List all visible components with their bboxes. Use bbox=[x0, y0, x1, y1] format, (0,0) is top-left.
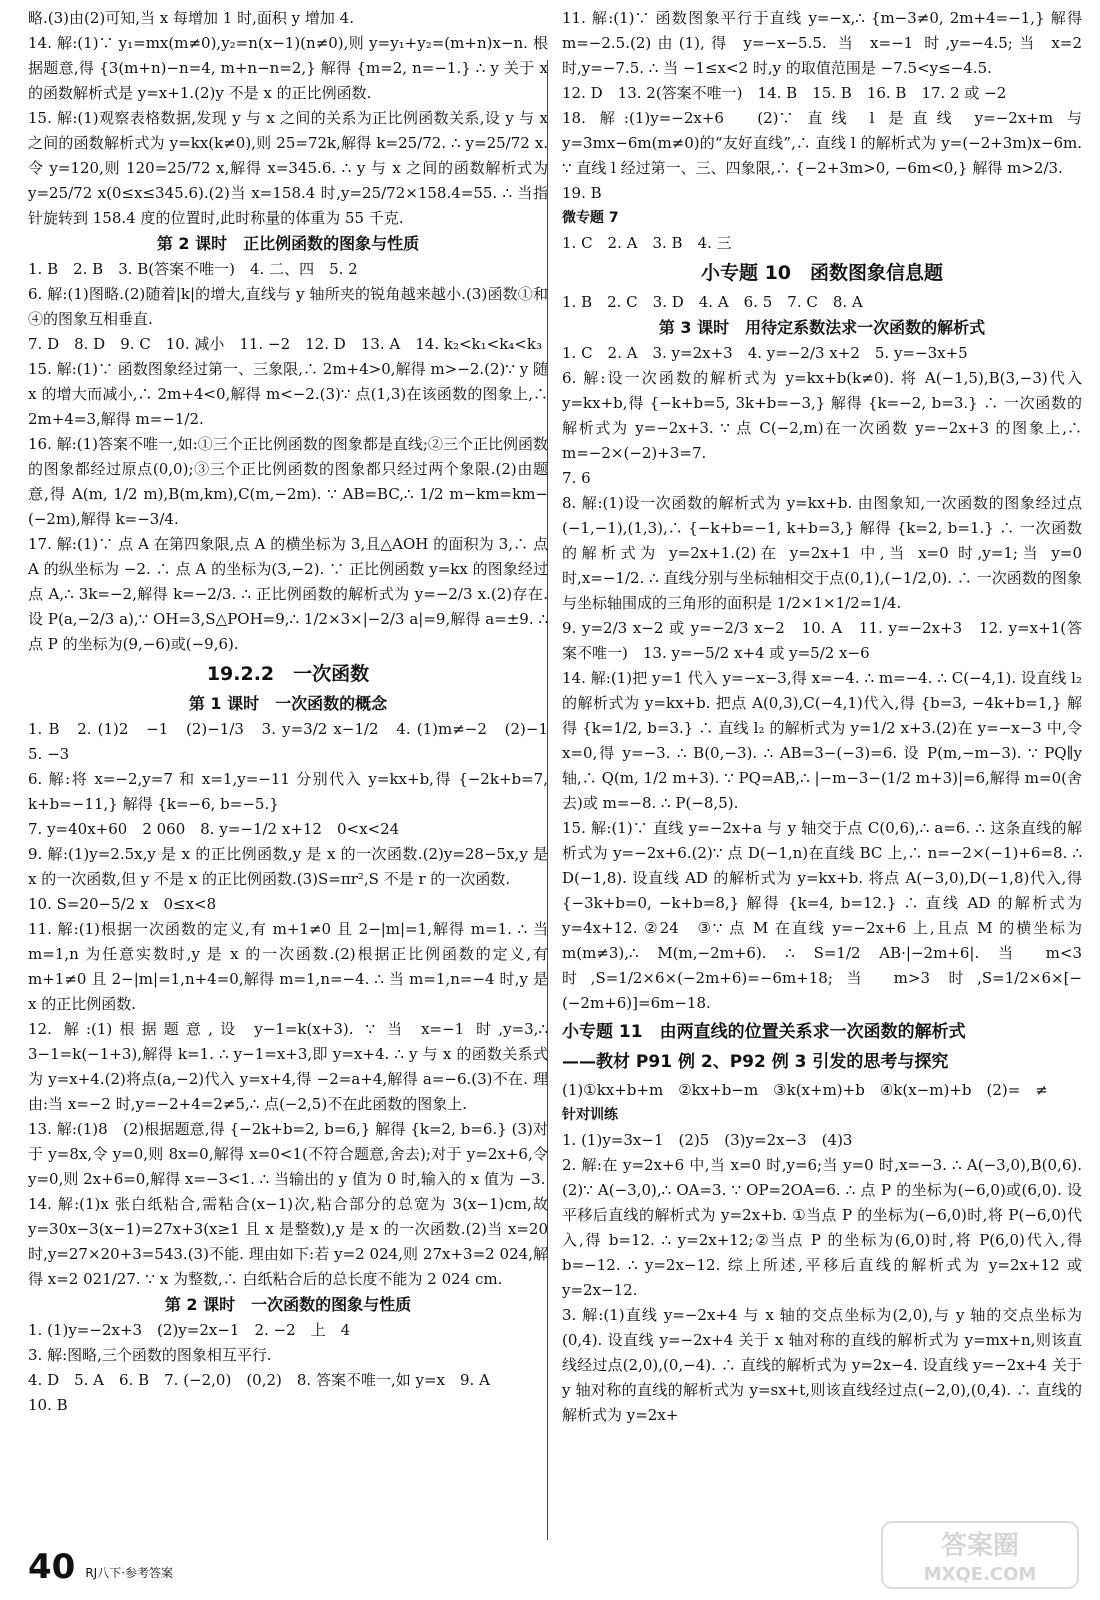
paragraph: 4. D 5. A 6. B 7. (−2,0) (0,2) 8. 答案不唯一,如 y=x 9. A bbox=[28, 1371, 490, 1389]
topic-heading: 小专题 11 由两直线的位置关系求一次函数的解析式 bbox=[562, 1022, 966, 1042]
paragraph: 11. 解:(1)∵ 函数图象平行于直线 y=−x,∴ {m−3≠0, 2m+4=−1,} 解得 m=−2.5.(2)由(1),得 y=−x−5.5. 当 x=−1 时,y=−4.5;当 x=2 时,y=−7.5. ∴ 当 −1≤x<2 时,y 的取值范围是 −7.5<y≤−4.5. bbox=[562, 9, 1082, 77]
column-divider bbox=[547, 60, 548, 1540]
section-heading: 19.2.2 一次函数 bbox=[206, 663, 370, 685]
paragraph: (1)①kx+b+m ②kx+b−m ③k(x+m)+b ④k(x−m)+b (2)= ≠ bbox=[562, 1081, 1048, 1099]
paragraph: 1. B 2. (1)2 −1 (2)−1/3 3. y=3/2 x−1/2 4. (1)m≠−2 (2)−1 5. −3 bbox=[28, 720, 564, 763]
minor-heading: 微专题 7 bbox=[562, 210, 619, 226]
paragraph: 7. 6 bbox=[562, 469, 591, 487]
paragraph: 9. 解:(1)y=2.5x,y 是 x 的正比例函数,y 是 x 的一次函数.(2)y=28−5x,y 是 x 的一次函数,但 y 不是 x 的正比例函数.(3)S=πr²,S 不是 r 的一次函数. bbox=[28, 845, 548, 888]
paragraph: 1. C 2. A 3. B 4. 三 bbox=[562, 234, 732, 252]
paragraph: 6. 解:设一次函数的解析式为 y=kx+b(k≠0). 将 A(−1,5),B(3,−3)代入 y=kx+b,得 {−k+b=5, 3k+b=−3,} 解得 {k=−2, b=3.} ∴ 一次函数的解析式为 y=−2x+3. ∵ 点 C(−2,m)在一次函数 y=−2x+3 的图象上,∴ m=−2×(−2)+3=7. bbox=[562, 369, 1082, 462]
paragraph: 10. S=20−5/2 x 0≤x<8 bbox=[28, 895, 217, 913]
page-number: 40 bbox=[28, 1547, 76, 1587]
subsection-heading: 第 2 课时 一次函数的图象与性质 bbox=[164, 1295, 412, 1314]
paragraph: 1. (1)y=−2x+3 (2)y=2x−1 2. −2 上 4 bbox=[28, 1321, 351, 1339]
subsection-heading: 第 1 课时 一次函数的概念 bbox=[188, 694, 388, 713]
paragraph: 11. 解:(1)根据一次函数的定义,有 m+1≠0 且 2−|m|=1,解得 m=1. ∴ 当 m=1,n 为任意实数时,y 是 x 的一次函数.(2)根据正比例函数的定义,有 m+1≠0 且 2−|m|=1,n+4=0,解得 m=1,n=−4. ∴ 当 m=1,n=−4 时,y 是 x 的正比例函数. bbox=[28, 920, 548, 1013]
watermark-line2: MXQE.COM bbox=[923, 1564, 1037, 1585]
paragraph: 6. 解:将 x=−2,y=7 和 x=1,y=−11 分别代入 y=kx+b,得 {−2k+b=7, k+b=−11,} 解得 {k=−6, b=−5.} bbox=[28, 770, 548, 813]
page-footer bbox=[28, 1548, 173, 1586]
paragraph: 14. 解:(1)∵ y₁=mx(m≠0),y₂=n(x−1)(n≠0),则 y=y₁+y₂=(m+n)x−n. 根据题意,得 {3(m+n)−n=4, m+n−n=2,} 解得 {m=2, n=−1.} ∴ y 关于 x 的函数解析式是 y=x+1.(2)y 不是 x 的正比例函数. bbox=[28, 34, 548, 102]
paragraph: 15. 解:(1)观察表格数据,发现 y 与 x 之间的关系为正比例函数关系,设 y 与 x 之间的函数解析式为 y=kx(k≠0),则 25=72k,解得 k=25/72. ∴ y=25/72 x. 令 y=120,则 120=25/72 x,解得 x=345.6. ∴ y 与 x 之间的函数解析式为 y=25/72 x(0≤x≤345.6).(2)当 x=158.4 时,y=25/72×158.4=55. ∴ 当指针旋转到 158.4 度的位置时,此时称量的体重为 55 千克. bbox=[28, 109, 548, 227]
paragraph: 2. 解:在 y=2x+6 中,当 x=0 时,y=6;当 y=0 时,x=−3. ∴ A(−3,0),B(0,6).(2)∵ A(−3,0),∴ OA=3. ∵ OP=2OA=6. ∴ 点 P 的坐标为(−6,0)或(6,0). 设平移后直线的解析式为 y=2x+b. ①当点 P 的坐标为(−6,0)时,将 P(−6,0)代入,得 b=12. ∴ y=2x+12;②当点 P 的坐标为(6,0)时,将 P(6,0)代入,得 b=−12. ∴ y=2x−12. 综上所述,平移后直线的解析式为 y=2x+12 或 y=2x−12. bbox=[562, 1156, 1082, 1299]
watermark-logo bbox=[880, 1520, 1080, 1590]
paragraph: 13. 解:(1)8 (2)根据题意,得 {−2k+b=2, b=6,} 解得 {k=2, b=6.} (3)对于 y=8x,令 y=0,则 8x=0,解得 x=0<1(不符合题意,舍去);对于 y=2x+6,令 y=0,则 2x+6=0,解得 x=−3<1. ∴ 当输出的 y 值为 0 时,输入的 x 值为 −3. bbox=[28, 1120, 548, 1188]
right-column bbox=[562, 6, 1082, 1428]
paragraph: 7. D 8. D 9. C 10. 减小 11. −2 12. D 13. A 14. k₂<k₁<k₄<k₃ bbox=[28, 335, 542, 353]
section-heading: 小专题 10 函数图象信息题 bbox=[700, 262, 944, 284]
paragraph: 8. 解:(1)设一次函数的解析式为 y=kx+b. 由图象知,一次函数的图象经过点(−1,−1),(1,3),∴ {−k+b=−1, k+b=3,} 解得 {k=2, b=1.} ∴ 一次函数的解析式为 y=2x+1.(2)在 y=2x+1 中,当 x=0 时,y=1;当 y=0 时,x=−1/2. ∴ 直线分别与坐标轴相交于点(0,1),(−1/2,0). ∴ 一次函数的图象与坐标轴围成的三角形的面积是 1/2×1×1/2=1/4. bbox=[562, 494, 1082, 612]
subsection-heading: 第 3 课时 用待定系数法求一次函数的解析式 bbox=[658, 318, 986, 337]
paragraph: 3. 解:图略,三个函数的图象相互平行. bbox=[28, 1346, 272, 1364]
paragraph: 19. B bbox=[562, 184, 602, 202]
subsection-heading: 第 2 课时 正比例函数的图象与性质 bbox=[156, 234, 420, 253]
topic-heading: ——教材 P91 例 2、P92 例 3 引发的思考与探究 bbox=[562, 1052, 949, 1072]
paragraph: 1. B 2. B 3. B(答案不唯一) 4. 二、四 5. 2 bbox=[28, 260, 358, 278]
paragraph: 15. 解:(1)∵ 函数图象经过第一、三象限,∴ 2m+4>0,解得 m>−2.(2)∵ y 随 x 的增大而减小,∴ 2m+4<0,解得 m<−2.(3)∵ 点(1,3)在该函数的图象上,∴ 2m+4=3,解得 m=−1/2. bbox=[28, 360, 548, 428]
paragraph: 1. C 2. A 3. y=2x+3 4. y=−2/3 x+2 5. y=−3x+5 bbox=[562, 344, 968, 362]
paragraph: 12. D 13. 2(答案不唯一) 14. B 15. B 16. B 17. 2 或 −2 bbox=[562, 84, 1007, 102]
left-column bbox=[28, 6, 564, 1418]
paragraph: 15. 解:(1)∵ 直线 y=−2x+a 与 y 轴交于点 C(0,6),∴ a=6. ∴ 这条直线的解析式为 y=−2x+6.(2)∵ 点 D(−1,n)在直线 BC 上,∴ n=−2×(−1)+6=8. ∴ D(−1,8). 设直线 AD 的解析式为 y=kx+b. 将点 A(−3,0),D(−1,8)代入,得 {−3k+b=0, −k+b=8,} 解得 {k=4, b=12.} ∴ 直线 AD 的解析式为 y=4x+12. ②24 ③∵ 点 M 在直线 y=−2x+6 上,且点 M 的横坐标为 m(m≠3),∴ M(m,−2m+6). ∴ S=1/2 AB·|−2m+6|. 当 m<3 时,S=1/2×6×(−2m+6)=−6m+18;当 m>3 时,S=1/2×6×[−(−2m+6)]=6m−18. bbox=[562, 819, 1082, 1012]
paragraph: 1. B 2. C 3. D 4. A 6. 5 7. C 8. A bbox=[562, 293, 863, 311]
paragraph: 12. 解:(1)根据题意,设 y−1=k(x+3). ∵ 当 x=−1 时,y=3,∴ 3−1=k(−1+3),解得 k=1. ∴ y−1=x+3,即 y=x+4. ∴ y 与 x 的函数关系式为 y=x+4.(2)将点(a,−2)代入 y=x+4,得 −2=a+4,解得 a=−6.(3)不在. 理由:当 x=−2 时,y=−2+4=2≠5,∴ 点(−2,5)不在此函数的图象上. bbox=[28, 1020, 548, 1113]
minor-heading: 针对训练 bbox=[562, 1107, 618, 1123]
paragraph: 3. 解:(1)直线 y=−2x+4 与 x 轴的交点坐标为(2,0),与 y 轴的交点坐标为(0,4). 设直线 y=−2x+4 关于 x 轴对称的直线的解析式为 y=mx+n,则该直线经过点(2,0),(0,−4). ∴ 直线的解析式为 y=2x−4. 设直线 y=−2x+4 关于 y 轴对称的直线的解析式为 y=sx+t,则该直线经过点(−2,0),(0,4). ∴ 直线的解析式为 y=2x+ bbox=[562, 1306, 1082, 1424]
footer-note: RJ八下·参考答案 bbox=[85, 1566, 174, 1580]
paragraph: 7. y=40x+60 2 060 8. y=−1/2 x+12 0<x<24 bbox=[28, 820, 400, 838]
paragraph: 略.(3)由(2)可知,当 x 每增加 1 时,面积 y 增加 4. bbox=[28, 9, 354, 27]
paragraph: 6. 解:(1)图略.(2)随着|k|的增大,直线与 y 轴所夹的锐角越来越小.(3)函数①和④的图象互相垂直. bbox=[28, 285, 548, 328]
paragraph: 16. 解:(1)答案不唯一,如:①三个正比例函数的图象都是直线;②三个正比例函数的图象都经过原点(0,0);③三个正比例函数的图象都只经过两个象限.(2)由题意,得 A(m, 1/2 m),B(m,km),C(m,−2m). ∵ AB=BC,∴ 1/2 m−km=km−(−2m),解得 k=−3/4. bbox=[28, 435, 548, 528]
paragraph: 17. 解:(1)∵ 点 A 在第四象限,点 A 的横坐标为 3,且△AOH 的面积为 3,∴ 点 A 的纵坐标为 −2. ∴ 点 A 的坐标为(3,−2). ∵ 正比例函数 y=kx 的图象经过点 A,∴ 3k=−2,解得 k=−2/3. ∴ 正比例函数的解析式为 y=−2/3 x.(2)存在. 设 P(a,−2/3 a),∵ OH=3,S△POH=9,∴ 1/2×3×|−2/3 a|=9,解得 a=±9. ∴ 点 P 的坐标为(9,−6)或(−9,6). bbox=[28, 535, 548, 653]
paragraph: 14. 解:(1)把 y=1 代入 y=−x−3,得 x=−4. ∴ m=−4. ∴ C(−4,1). 设直线 l₂ 的解析式为 y=kx+b. 把点 A(0,3),C(−4,1)代入,得 {b=3, −4k+b=1,} 解得 {k=1/2, b=3.} ∴ 直线 l₂ 的解析式为 y=1/2 x+3.(2)在 y=−x−3 中,令 x=0,得 y=−3. ∴ B(0,−3). ∴ AB=3−(−3)=6. 设 P(m,−m−3). ∵ PQ∥y 轴,∴ Q(m, 1/2 m+3). ∵ PQ=AB,∴ |−m−3−(1/2 m+3)|=6,解得 m=0(舍去)或 m=−8. ∴ P(−8,5). bbox=[562, 669, 1082, 812]
paragraph: 14. 解:(1)x 张白纸粘合,需粘合(x−1)次,粘合部分的总宽为 3(x−1)cm,故 y=30x−3(x−1)=27x+3(x≥1 且 x 是整数),y 是 x 的一次函数.(2)当 x=20 时,y=27×20+3=543.(3)不能. 理由如下:若 y=2 024,则 27x+3=2 024,解得 x=2 021/27. ∵ x 为整数,∴ 白纸粘合后的总长度不能为 2 024 cm. bbox=[28, 1195, 548, 1288]
watermark-line1: 答案圈 bbox=[940, 1531, 1020, 1561]
paragraph: 1. (1)y=3x−1 (2)5 (3)y=2x−3 (4)3 bbox=[562, 1131, 853, 1149]
paragraph: 10. B bbox=[28, 1396, 68, 1414]
paragraph: 18. 解:(1)y=−2x+6 (2)∵ 直线 l 是直线 y=−2x+m 与 y=3mx−6m(m≠0)的“友好直线”,∴ 直线 l 的解析式为 y=(−2+3m)x−6m. ∵ 直线 l 经过第一、三、四象限,∴ {−2+3m>0, −6m<0,} 解得 m>2/3. bbox=[562, 109, 1082, 177]
paragraph: 9. y=2/3 x−2 或 y=−2/3 x−2 10. A 11. y=−2x+3 12. y=x+1(答案不唯一) 13. y=−5/2 x+4 或 y=5/2 x−6 bbox=[562, 619, 1082, 662]
